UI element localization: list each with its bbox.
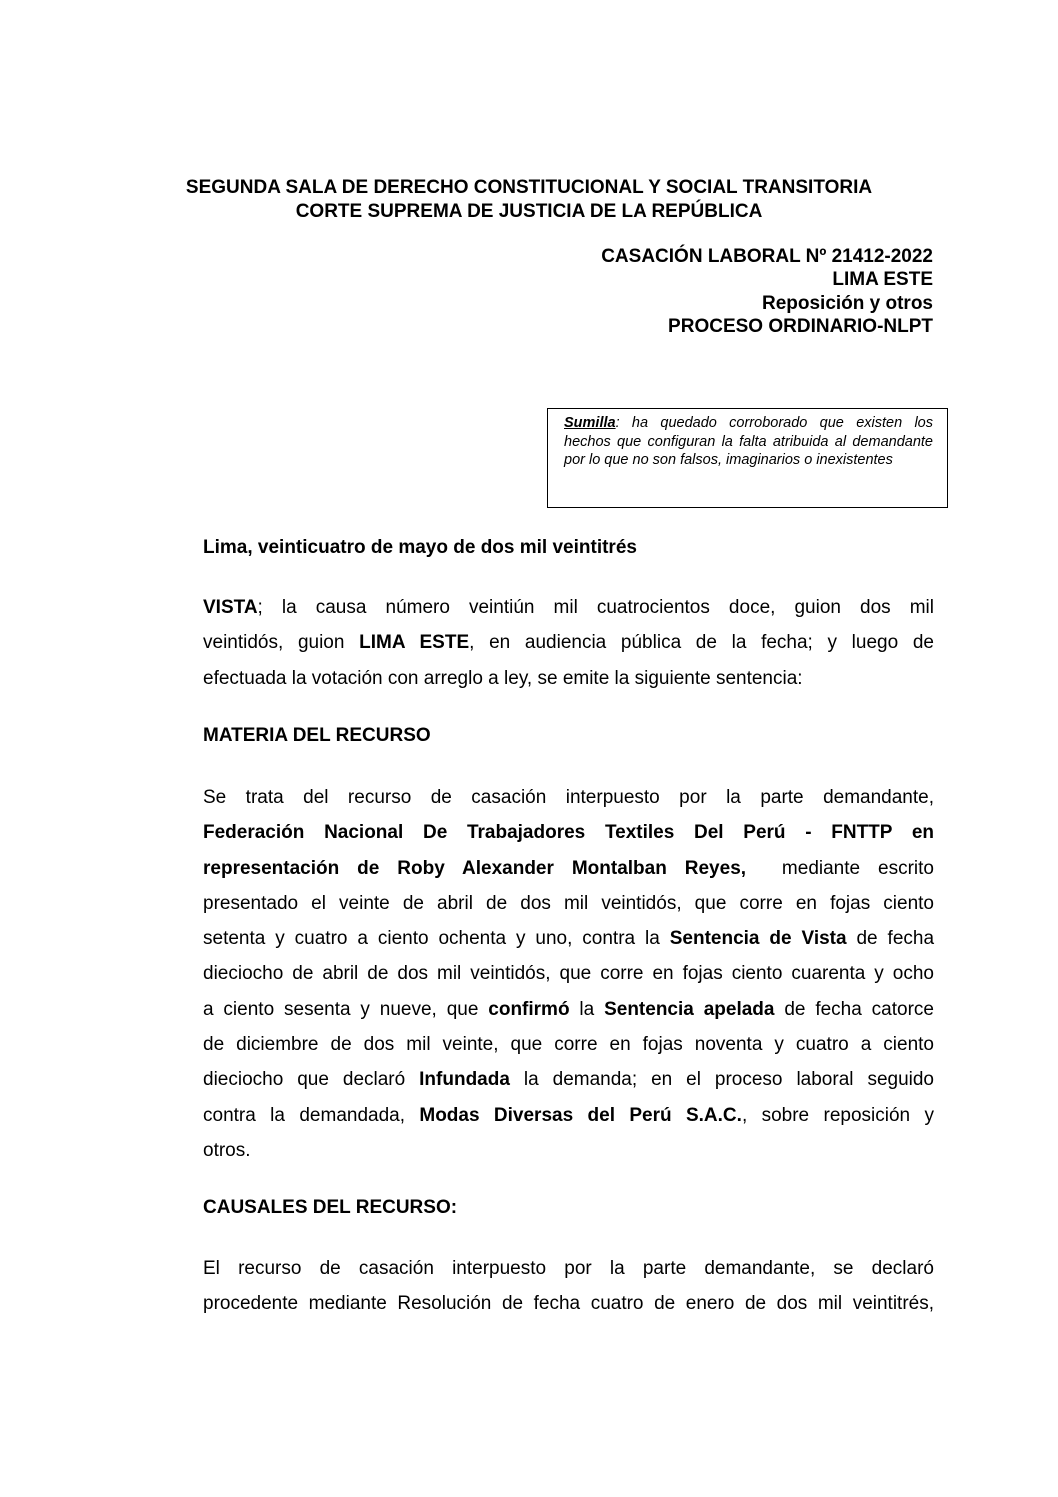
causales-heading: CAUSALES DEL RECURSO: — [203, 1197, 458, 1218]
paragraph-line — [203, 815, 934, 850]
paragraph-line — [203, 625, 934, 660]
paragraph-line — [203, 661, 934, 696]
paragraph-line — [203, 1251, 934, 1286]
sumilla-label: Sumilla — [564, 415, 616, 431]
case-process: PROCESO ORDINARIO-NLPT — [668, 316, 933, 337]
bold-text: Sentencia apelada — [604, 998, 775, 1020]
paragraph-line — [203, 956, 934, 991]
paragraph-line — [203, 1133, 934, 1168]
bold-text: Modas Diversas del Perú S.A.C. — [419, 1104, 742, 1126]
case-matter: Reposición y otros — [761, 293, 933, 314]
bold-text: LIMA ESTE — [359, 632, 470, 654]
bold-text: Federación Nacional De Trabajadores Textiles Del Perú - FNTTP en — [203, 822, 934, 844]
paragraph-line — [203, 590, 934, 625]
text-run: a ciento sesenta y nueve, que — [203, 998, 489, 1020]
text-run: de diciembre de dos mil veinte, que corre en fojas noventa y cuatro a ciento — [203, 1034, 934, 1056]
vista-paragraph — [203, 590, 934, 696]
text-run: presentado el veinte de abril de dos mil veintidós, que corre en fojas ciento — [203, 892, 934, 914]
text-run: de fecha — [846, 928, 935, 950]
paragraph-line — [203, 851, 934, 886]
court-chamber-title: SEGUNDA SALA DE DERECHO CONSTITUCIONAL Y SOCIAL TRANSITORIA — [185, 177, 873, 198]
paragraph-line — [203, 1027, 934, 1062]
bold-text: representación de Roby Alexander Montalban Reyes, — [203, 857, 747, 879]
text-run: ; la causa número veintiún mil cuatrocientos doce, guion dos mil — [257, 597, 934, 618]
paragraph-line — [203, 1062, 934, 1097]
sumilla-box — [547, 408, 948, 508]
paragraph-line — [203, 1286, 934, 1321]
text-run: dieciocho de abril de dos mil veintidós, que corre en fojas ciento cuarenta y ocho — [203, 963, 934, 985]
text-run: la demanda; en el proceso laboral seguido — [509, 1069, 934, 1091]
bold-text: confirmó — [488, 998, 570, 1020]
text-run: efectuada la votación con arreglo a ley, se emite la siguiente sentencia: — [203, 667, 803, 689]
paragraph-line — [203, 992, 934, 1027]
paragraph-line — [203, 780, 934, 815]
case-district: LIMA ESTE — [832, 269, 933, 290]
materia-paragraph — [203, 780, 934, 1168]
case-number: CASACIÓN LABORAL Nº 21412-2022 — [601, 246, 933, 267]
causales-paragraph — [203, 1251, 934, 1322]
text-run: la — [569, 998, 605, 1020]
text-run: procedente mediante Resolución de fecha cuatro de enero de dos mil veintitrés, — [203, 1293, 934, 1315]
text-run: setenta y cuatro a ciento ochenta y uno, contra la — [203, 928, 670, 950]
text-run: mediante escrito — [746, 857, 934, 879]
bold-text: Sentencia de Vista — [669, 928, 847, 950]
text-run: de fecha catorce — [774, 998, 934, 1020]
paragraph-line — [203, 886, 934, 921]
text-run: dieciocho que declaró — [203, 1069, 420, 1091]
text-run: , en audiencia pública de la fecha; y luego de — [469, 632, 934, 654]
text-run: , sobre reposición y — [741, 1104, 934, 1126]
date-line: Lima, veinticuatro de mayo de dos mil veintitrés — [203, 537, 637, 558]
text-run: veintidós, guion — [203, 632, 360, 654]
paragraph-line — [203, 1098, 934, 1133]
text-run: otros. — [203, 1139, 251, 1161]
sumilla-text: : ha quedado corroborado que existen los hechos que configuran la falta atribuida al demandante por lo que no son falsos, imaginarios o inexistentes — [564, 415, 933, 468]
text-run: contra la demandada, — [203, 1104, 420, 1126]
materia-heading: MATERIA DEL RECURSO — [203, 725, 431, 746]
bold-text: Infundada — [419, 1069, 510, 1091]
bold-text: VISTA — [203, 597, 258, 618]
text-run: El recurso de casación interpuesto por la parte demandante, se declaró — [203, 1258, 934, 1279]
text-run: Se trata del recurso de casación interpuesto por la parte demandante, — [203, 787, 934, 808]
court-name-title: CORTE SUPREMA DE JUSTICIA DE LA REPÚBLICA — [295, 201, 763, 222]
paragraph-line — [203, 921, 934, 956]
